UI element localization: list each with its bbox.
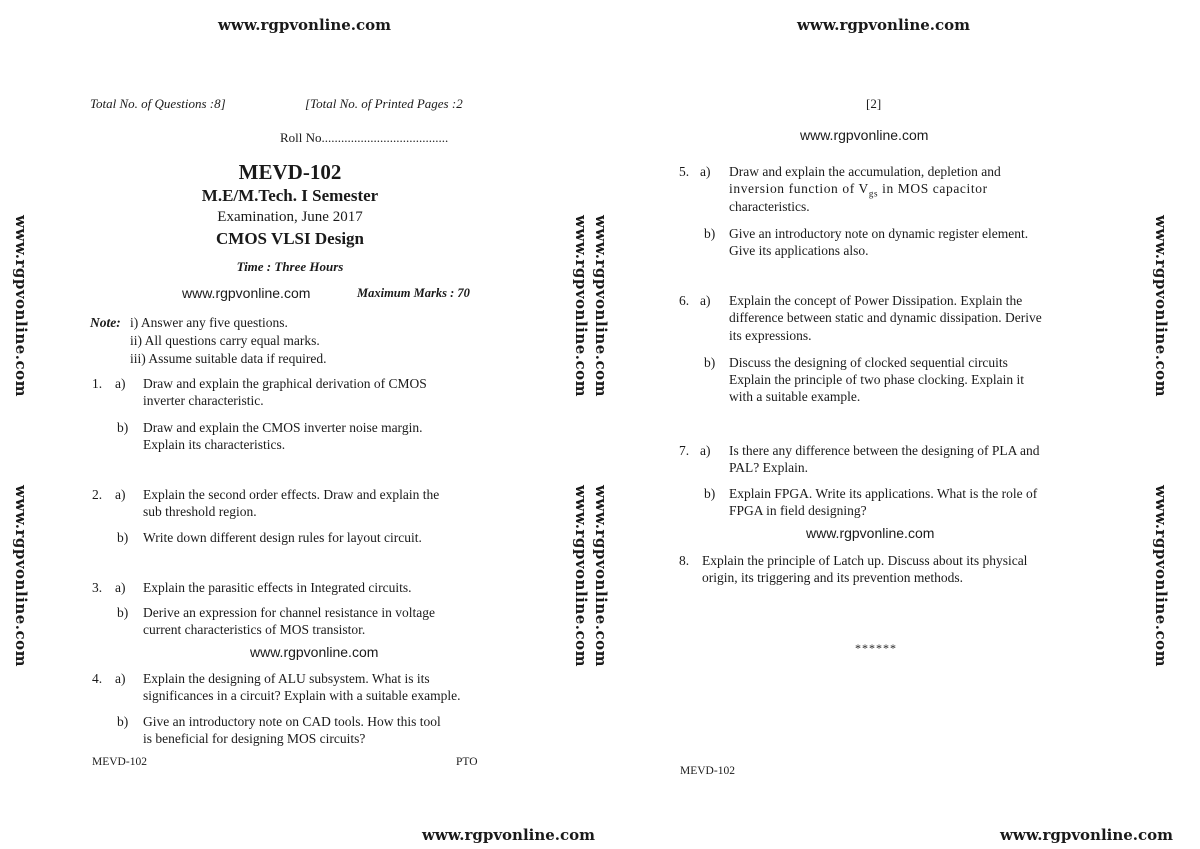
- question-text: PAL? Explain.: [729, 460, 808, 475]
- sub-label: b): [117, 605, 129, 620]
- question-number: 6.: [679, 293, 690, 308]
- question-number: 3.: [92, 580, 103, 595]
- sub-label: a): [115, 671, 126, 686]
- question-text: Write down different design rules for layout circuit.: [143, 530, 422, 545]
- bottom-watermark-left: www.rgpvonline.com: [422, 826, 596, 844]
- sub-label: b): [704, 355, 716, 370]
- course-title: M.E/M.Tech. I Semester: [201, 186, 379, 205]
- question-text: Give an introductory note on CAD tools. How this tool: [143, 714, 441, 729]
- side-watermark: www.rgpvonline.com: [12, 215, 30, 398]
- question-number: 5.: [679, 164, 690, 179]
- question-number: 4.: [92, 671, 103, 686]
- question-number: 8.: [679, 553, 690, 568]
- question-text: Discuss the designing of clocked sequential circuits: [729, 355, 1008, 370]
- sub-label: b): [704, 486, 716, 501]
- note-1: i) Answer any five questions.: [130, 315, 288, 330]
- question-text: Explain the principle of Latch up. Discuss about its physical: [702, 553, 1028, 568]
- sub-label: a): [700, 293, 711, 308]
- side-watermark: www.rgpvonline.com: [572, 485, 590, 668]
- sub-label: b): [117, 420, 129, 435]
- sub-label: a): [115, 487, 126, 502]
- question-text: current characteristics of MOS transistor.: [143, 622, 366, 637]
- site-link: www.rgpvonline.com: [182, 285, 311, 301]
- note-3: iii) Assume suitable data if required.: [130, 351, 327, 366]
- exam-session: Examination, June 2017: [217, 209, 363, 225]
- question-text: Derive an expression for channel resistance in voltage: [143, 605, 436, 620]
- question-text: FPGA in field designing?: [729, 503, 867, 518]
- side-watermark: www.rgpvonline.com: [1152, 215, 1170, 398]
- sub-label: a): [700, 164, 711, 179]
- note-label: Note:: [90, 315, 121, 330]
- question-text: Explain the second order effects. Draw and explain the: [143, 487, 440, 502]
- side-watermark: www.rgpvonline.com: [12, 485, 30, 668]
- sub-label: a): [115, 376, 126, 391]
- site-link: www.rgpvonline.com: [250, 644, 379, 660]
- side-watermark: www.rgpvonline.com: [1152, 485, 1170, 668]
- question-text: significances in a circuit? Explain with a suitable example.: [143, 688, 461, 703]
- sub-label: b): [117, 714, 129, 729]
- sub-label: b): [117, 530, 129, 545]
- footer-code: MEVD-102: [680, 765, 735, 777]
- max-marks: Maximum Marks : 70: [357, 286, 470, 300]
- paper-code: MEVD-102: [238, 160, 342, 184]
- page-number: [2]: [866, 96, 882, 111]
- question-text: is beneficial for designing MOS circuits?: [143, 731, 366, 746]
- question-text: Explain the principle of two phase clocking. Explain it: [729, 372, 1025, 387]
- question-text: inversion function of $V_{gs}$ in MOS capacitor: [729, 181, 988, 199]
- question-text: origin, its triggering and its prevention methods.: [702, 570, 963, 585]
- question-text: Give its applications also.: [729, 243, 869, 258]
- site-link: www.rgpvonline.com: [806, 525, 935, 541]
- bottom-watermark-right: www.rgpvonline.com: [1000, 826, 1174, 844]
- question-number: 7.: [679, 443, 690, 458]
- site-link: www.rgpvonline.com: [800, 127, 929, 143]
- footer-pto: PTO: [456, 756, 478, 768]
- question-text: Explain the concept of Power Dissipation. Explain the: [729, 293, 1023, 308]
- question-text: with a suitable example.: [729, 389, 861, 404]
- sub-label: a): [700, 443, 711, 458]
- question-text: difference between static and dynamic dissipation. Derive: [729, 310, 1042, 325]
- sub-label: a): [115, 580, 126, 595]
- question-text: Give an introductory note on dynamic register element.: [729, 226, 1029, 241]
- question-text: Draw and explain the accumulation, depletion and: [729, 164, 1001, 179]
- sub-label: b): [704, 226, 716, 241]
- question-text: Draw and explain the CMOS inverter noise margin.: [143, 420, 423, 435]
- side-watermark: www.rgpvonline.com: [592, 215, 610, 398]
- top-watermark-right: www.rgpvonline.com: [797, 16, 971, 34]
- footer-code: MEVD-102: [92, 756, 147, 768]
- question-text: inverter characteristic.: [143, 393, 264, 408]
- question-text: its expressions.: [729, 328, 812, 343]
- total-questions: Total No. of Questions :8]: [90, 96, 226, 111]
- question-text: sub threshold region.: [143, 504, 257, 519]
- roll-no: Roll No.......................................: [280, 130, 449, 145]
- question-text: Explain FPGA. Write its applications. What is the role of: [729, 486, 1038, 501]
- subject-title: CMOS VLSI Design: [216, 229, 364, 248]
- question-text: characteristics.: [729, 199, 810, 214]
- question-text: Draw and explain the graphical derivation of CMOS: [143, 376, 427, 391]
- top-watermark-left: www.rgpvonline.com: [218, 16, 392, 34]
- total-pages: [Total No. of Printed Pages :2: [305, 96, 463, 111]
- question-number: 1.: [92, 376, 103, 391]
- question-text: Is there any difference between the designing of PLA and: [729, 443, 1040, 458]
- question-text: Explain the parasitic effects in Integrated circuits.: [143, 580, 412, 595]
- side-watermark: www.rgpvonline.com: [572, 215, 590, 398]
- question-number: 2.: [92, 487, 103, 502]
- note-2: ii) All questions carry equal marks.: [130, 333, 320, 348]
- question-text: Explain its characteristics.: [143, 437, 286, 452]
- end-stars: ******: [855, 641, 897, 655]
- question-text: Explain the designing of ALU subsystem. What is its: [143, 671, 430, 686]
- side-watermark: www.rgpvonline.com: [592, 485, 610, 668]
- time-allowed: Time : Three Hours: [236, 259, 344, 274]
